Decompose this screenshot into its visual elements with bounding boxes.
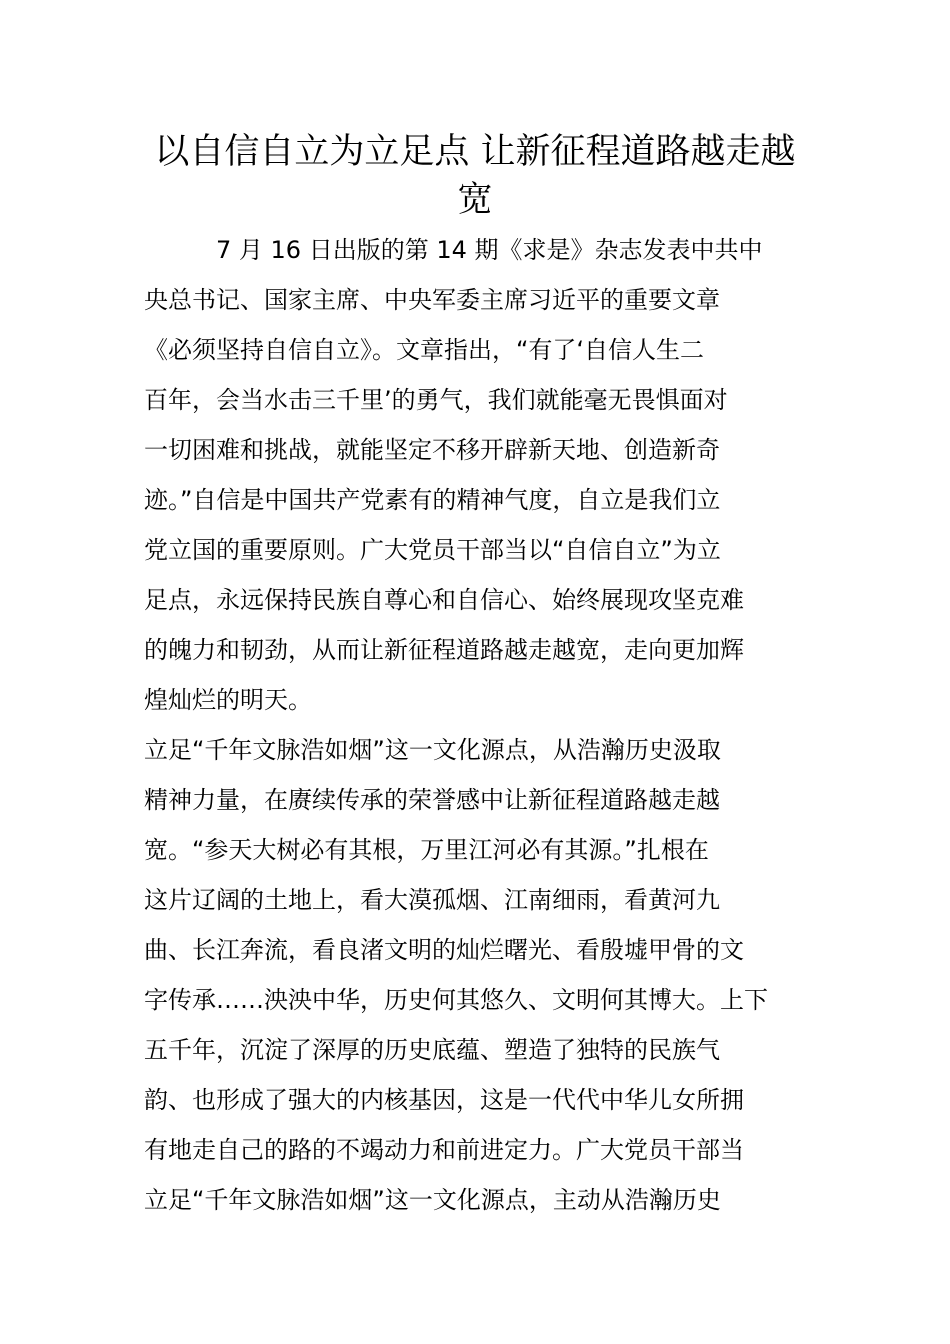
text-line: 立足“千年文脉浩如烟”这一文化源点，从浩瀚历史汲取 <box>144 736 721 764</box>
text-line: 迹。”自信是中国共产党素有的精神气度，自立是我们立 <box>144 486 721 514</box>
text-line: 五千年，沉淀了深厚的历史底蕴、塑造了独特的民族气 <box>144 1036 720 1064</box>
text-line: 宽。“参天大树必有其根，万里江河必有其源。”扎根在 <box>144 836 709 864</box>
text-line: 足点，永远保持民族自尊心和自信心、始终展现攻坚克难 <box>144 586 744 614</box>
text-line: 字传承……泱泱中华，历史何其悠久、文明何其博大。上下 <box>144 986 768 1014</box>
text-line: 这片辽阔的土地上，看大漠孤烟、江南细雨，看黄河九 <box>144 886 720 914</box>
title-line: 宽 <box>457 180 493 220</box>
document-body <box>144 225 814 1225</box>
text-line: 《必须坚持自信自立》。文章指出，“有了‘自信人生二 <box>144 336 705 364</box>
text-line: 一切困难和挑战，就能坚定不移开辟新天地、创造新奇 <box>144 436 720 464</box>
paragraph-2 <box>144 725 814 1225</box>
text-line: 百年，会当水击三千里’的勇气，我们就能毫无畏惧面对 <box>144 386 728 414</box>
text-line: 立足“千年文脉浩如烟”这一文化源点，主动从浩瀚历史 <box>144 1186 721 1214</box>
paragraph-1 <box>144 225 814 725</box>
text-line: 精神力量，在赓续传承的荣誉感中让新征程道路越走越 <box>144 786 720 814</box>
text-line: 韵、也形成了强大的内核基因，这是一代代中华儿女所拥 <box>144 1086 744 1114</box>
title-line: 以自信自立为立足点 让新征程道路越走越 <box>154 132 796 172</box>
text-line: 央总书记、国家主席、中央军委主席习近平的重要文章 <box>144 286 720 314</box>
text-line: 曲、长江奔流，看良渚文明的灿烂曙光、看殷墟甲骨的文 <box>144 936 744 964</box>
document-title <box>140 128 810 224</box>
text-line: 有地走自己的路的不竭动力和前进定力。广大党员干部当 <box>144 1136 744 1164</box>
text-line: 7 月 16 日出版的第 14 期《求是》杂志发表中共中 <box>144 236 763 264</box>
text-line: 党立国的重要原则。广大党员干部当以“自信自立”为立 <box>144 536 721 564</box>
text-line: 的魄力和韧劲，从而让新征程道路越走越宽，走向更加辉 <box>144 636 744 664</box>
text-line: 煌灿烂的明天。 <box>144 686 312 714</box>
